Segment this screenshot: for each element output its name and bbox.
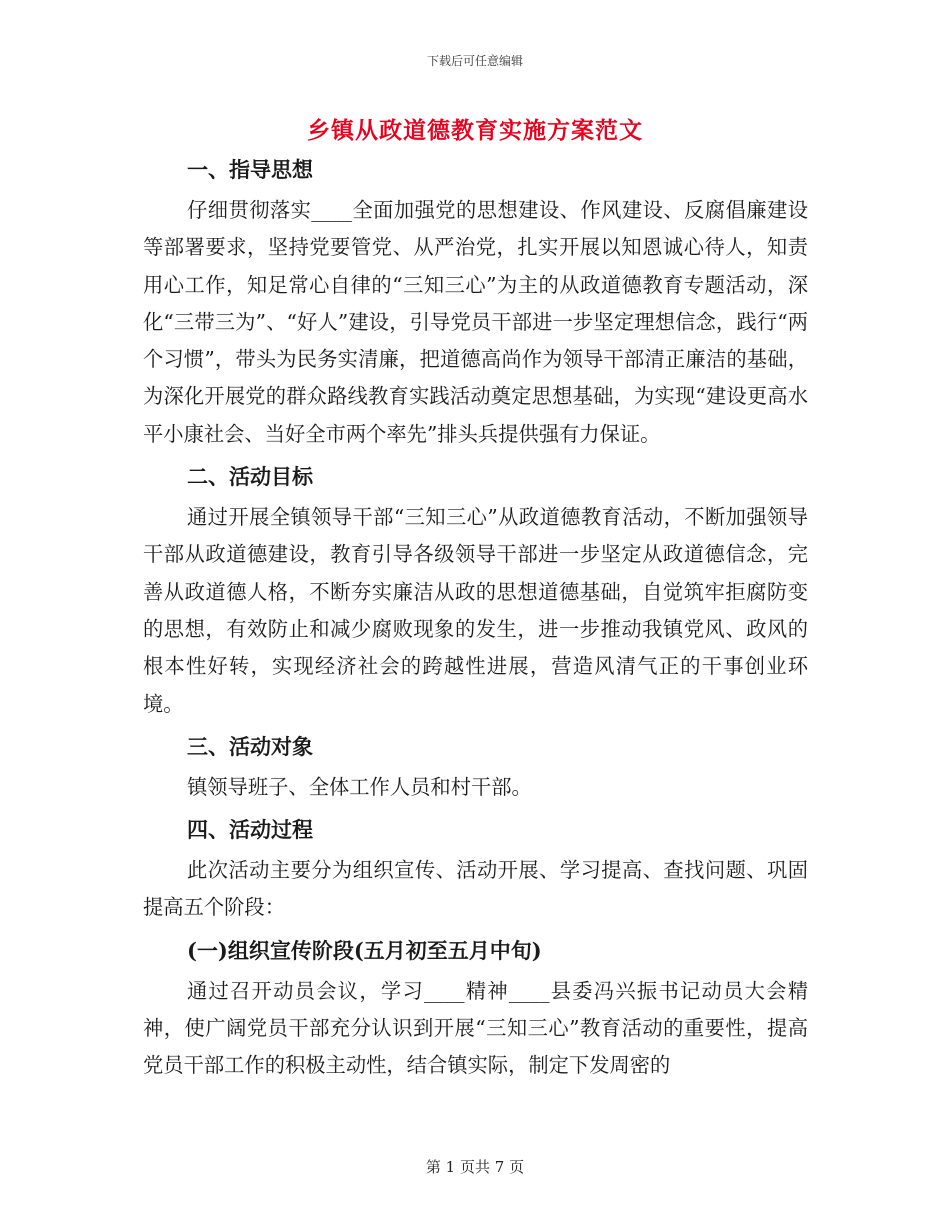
section-heading-4: 四、活动过程	[187, 817, 313, 843]
section-heading-1: 一、指导思想	[187, 157, 313, 182]
section-paragraph-4: 此次活动主要分为组织宣传、活动开展、学习提高、查找问题、巩固提高五个阶段：	[143, 858, 808, 920]
section-paragraph-2: 通过开展全镇领导干部“三知三心”从政道德教育活动，不断加强领导干部从政道德建设，教育引导各级领导干部进一步坚定从政道德信念，完善从政道德人格，不断夯实廉洁从政的思想道德基础，自觉筑牢拒腐防变的思想，有效防止和减少腐败现象的发生，进一步推动我镇党风、政风的根本性好转，实现经济社会的跨越性进展，营造风清气正的干事创业环境。	[143, 505, 808, 716]
document-body	[143, 147, 808, 1085]
section-paragraph-1: 仔细贯彻落实____全面加强党的思想建设、作风建设、反腐倡廉建设等部署要求，坚持党要管党、从严治党，扎实开展以知恩诚心待人，知责用心工作，知足常心自律的“三知三心”为主的从政道德教育专题活动，深化“三带三为”、“好人”建设，引导党员干部进一步坚定理想信念，践行“两个习惯”，带头为民务实清廉，把道德高尚作为领导干部清正廉洁的基础，为深化开展党的群众路线教育实践活动奠定思想基础，为实现“建设更高水平小康社会、当好全市两个率先”排头兵提供强有力保证。	[143, 198, 808, 446]
subsection-paragraph-1: 通过召开动员会议，学习____精神____县委冯兴振书记动员大会精神，使广阔党员干部充分认识到开展“三知三心”教育活动的重要性，提高党员干部工作的积极主动性，结合镇实际，制定下发周密的	[143, 978, 808, 1078]
page-footer: 第 1 页共 7 页	[425, 1158, 525, 1176]
document-title: 乡镇从政道德教育实施方案范文	[307, 117, 643, 144]
header-note: 下载后可任意编辑	[426, 54, 523, 68]
section-heading-3: 三、活动对象	[187, 733, 313, 759]
section-paragraph-3: 镇领导班子、全体工作人员和村干部。	[187, 774, 532, 799]
section-heading-2: 二、活动目标	[187, 464, 313, 490]
subsection-heading-1: (一)组织宣传阶段(五月初至五月中旬)	[187, 937, 542, 963]
